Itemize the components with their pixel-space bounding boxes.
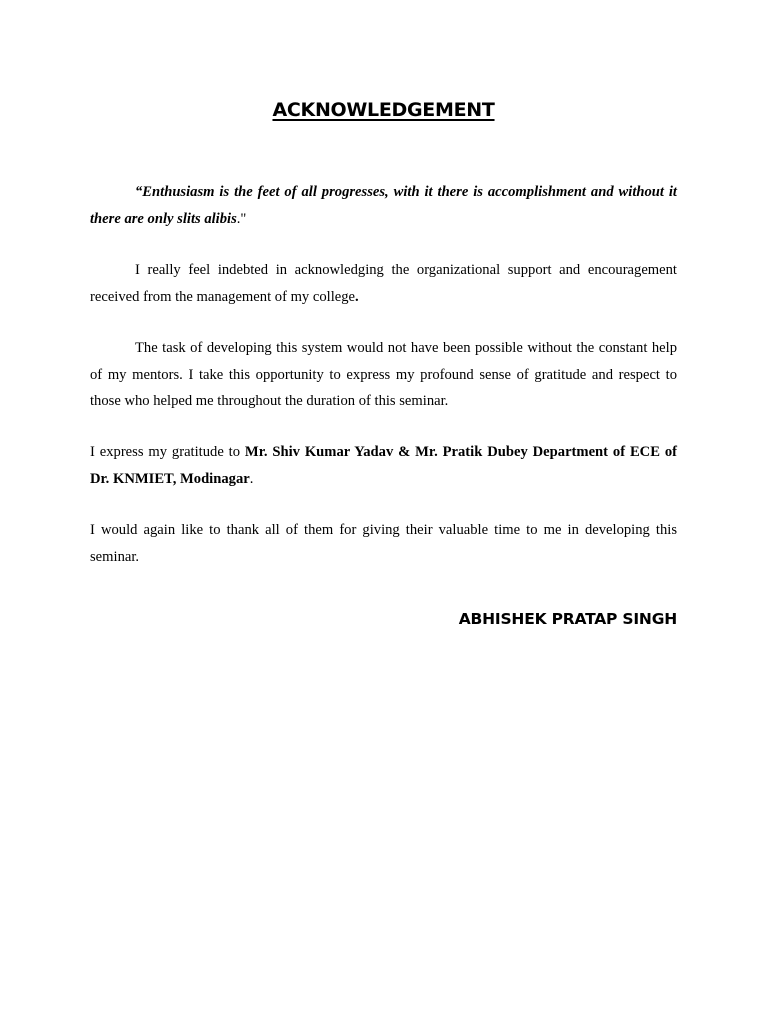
support-paragraph-text: I really feel indebted in acknowledging the organizational support and encouragement received from the management of my college	[90, 262, 677, 305]
quote-open-mark: “	[135, 184, 143, 200]
quote-close-mark: ."	[236, 210, 247, 227]
thanks-paragraph: I would again like to thank all of them for giving their valuable time to me in developing this seminar.	[90, 522, 677, 565]
gratitude-paragraph	[90, 439, 677, 492]
task-paragraph: The task of developing this system would not have been possible without the constant help of my mentors. I take this opportunity to express my profound sense of gratitude and respect to those who helped me throughout the duration of this seminar.	[90, 340, 677, 409]
page-title: ACKNOWLEDGEMENT	[272, 99, 495, 121]
gratitude-lead: I express my gratitude to	[90, 444, 245, 460]
gratitude-end: .	[249, 470, 254, 487]
quote-text: Enthusiasm is the feet of all progresses, with it there is accomplishment and without it there are only slits alibis	[90, 184, 677, 227]
document-page	[90, 0, 677, 1024]
author-signature: ABHISHEK PRATAP SINGH	[458, 610, 677, 628]
mentor-names: Mr. Shiv Kumar Yadav & Mr. Pratik Dubey Department of ECE of Dr. KNMIET, Modinagar	[90, 444, 677, 487]
support-paragraph	[90, 257, 677, 310]
quote-paragraph	[90, 179, 677, 232]
support-paragraph-end: .	[355, 288, 359, 305]
